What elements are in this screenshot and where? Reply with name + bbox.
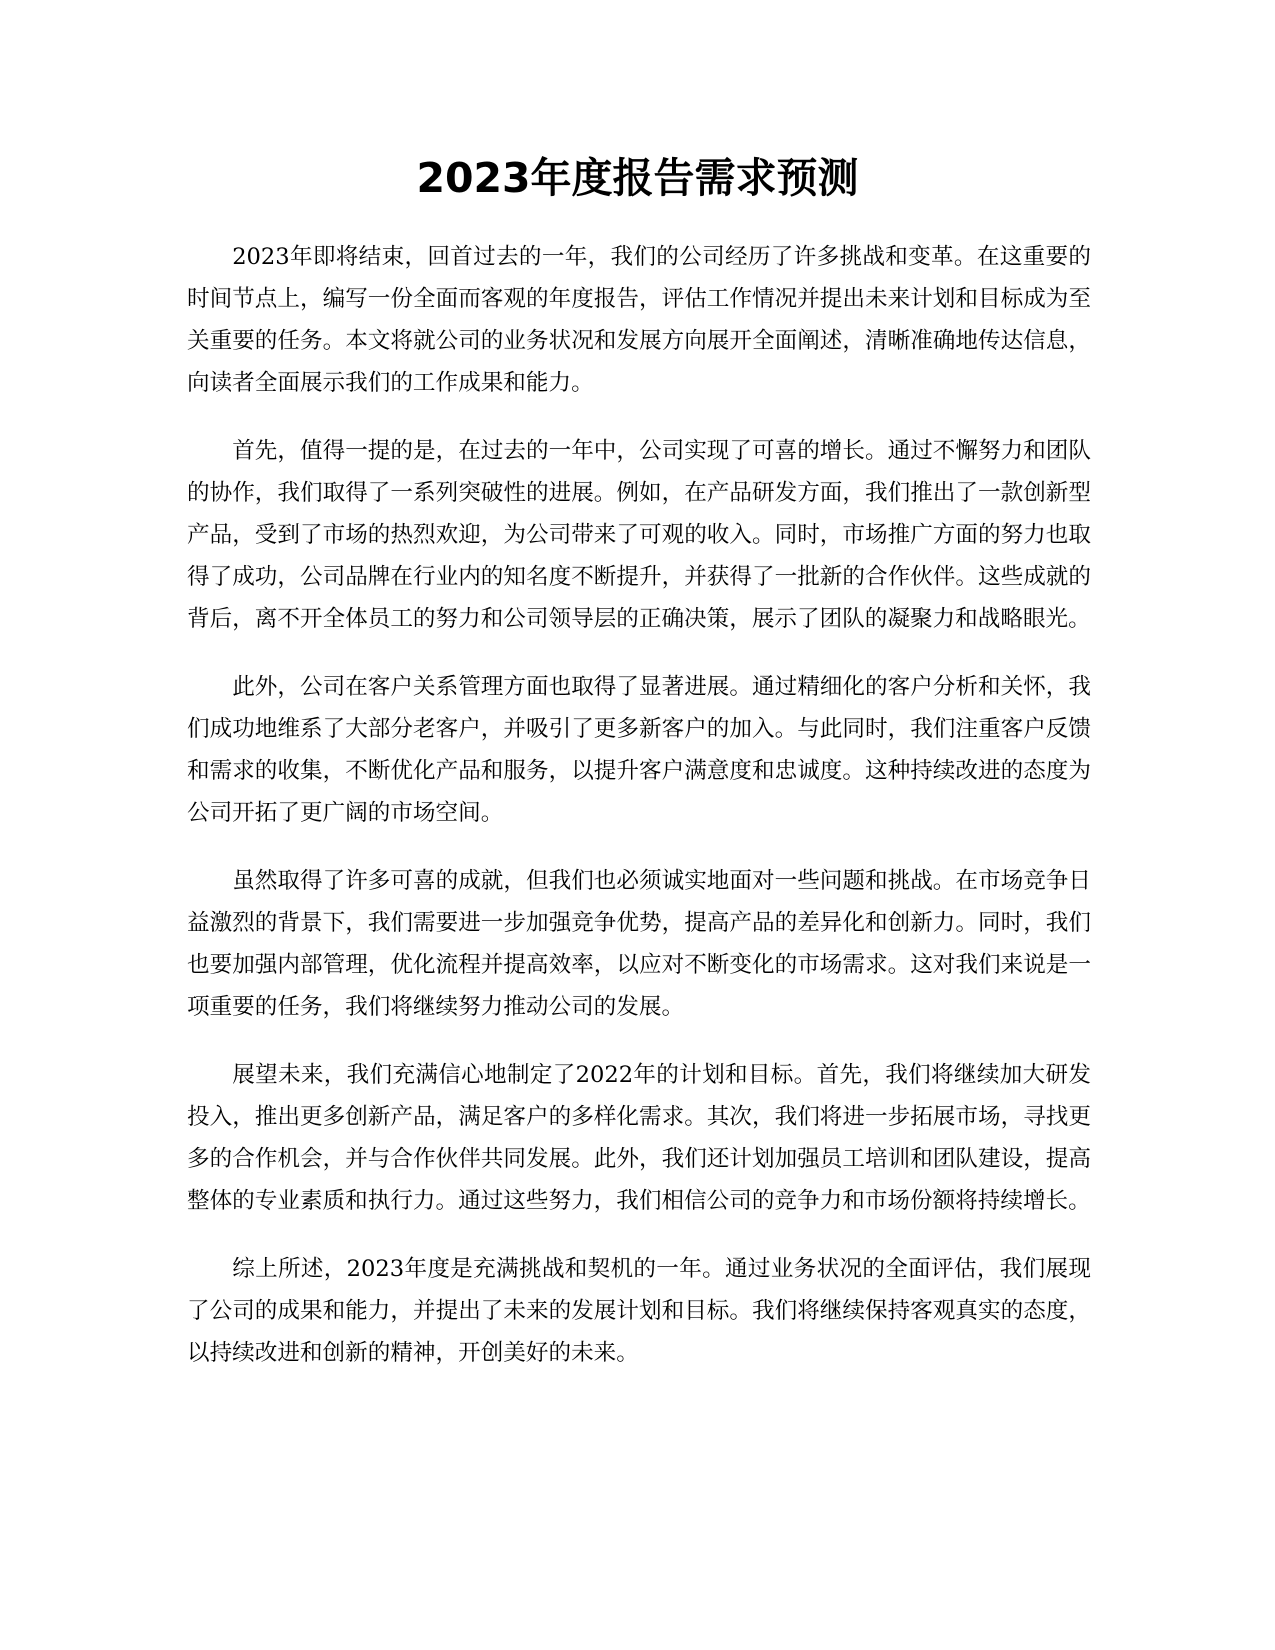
paragraph: 2023年即将结束，回首过去的一年，我们的公司经历了许多挑战和变革。在这重要的时间节点上，编写一份全面而客观的年度报告，评估工作情况并提出未来计划和目标成为至关重要的任务。本文将就公司的业务状况和发展方向展开全面阐述，清晰准确地传达信息，向读者全面展示我们的工作成果和能力。 — [187, 244, 1091, 396]
paragraph: 展望未来，我们充满信心地制定了2022年的计划和目标。首先，我们将继续加大研发投入，推出更多创新产品，满足客户的多样化需求。其次，我们将进一步拓展市场，寻找更多的合作机会，并与合作伙伴共同发展。此外，我们还计划加强员工培训和团队建设，提高整体的专业素质和执行力。通过这些努力，我们相信公司的竞争力和市场份额将持续增长。 — [187, 1062, 1091, 1214]
document-title: 2023年度报告需求预测 — [416, 154, 859, 202]
paragraph: 此外，公司在客户关系管理方面也取得了显著进展。通过精细化的客户分析和关怀，我们成功地维系了大部分老客户，并吸引了更多新客户的加入。与此同时，我们注重客户反馈和需求的收集，不断优化产品和服务，以提升客户满意度和忠诚度。这种持续改进的态度为公司开拓了更广阔的市场空间。 — [187, 674, 1091, 826]
paragraph: 综上所述，2023年度是充满挑战和契机的一年。通过业务状况的全面评估，我们展现了公司的成果和能力，并提出了未来的发展计划和目标。我们将继续保持客观真实的态度，以持续改进和创新的精神，开创美好的未来。 — [187, 1256, 1091, 1366]
paragraph: 首先，值得一提的是，在过去的一年中，公司实现了可喜的增长。通过不懈努力和团队的协作，我们取得了一系列突破性的进展。例如，在产品研发方面，我们推出了一款创新型产品，受到了市场的热烈欢迎，为公司带来了可观的收入。同时，市场推广方面的努力也取得了成功，公司品牌在行业内的知名度不断提升，并获得了一批新的合作伙伴。这些成就的背后，离不开全体员工的努力和公司领导层的正确决策，展示了团队的凝聚力和战略眼光。 — [187, 438, 1091, 632]
paragraph: 虽然取得了许多可喜的成就，但我们也必须诚实地面对一些问题和挑战。在市场竞争日益激烈的背景下，我们需要进一步加强竞争优势，提高产品的差异化和创新力。同时，我们也要加强内部管理，优化流程并提高效率，以应对不断变化的市场需求。这对我们来说是一项重要的任务，我们将继续努力推动公司的发展。 — [187, 868, 1091, 1020]
document-body — [187, 236, 1091, 1400]
